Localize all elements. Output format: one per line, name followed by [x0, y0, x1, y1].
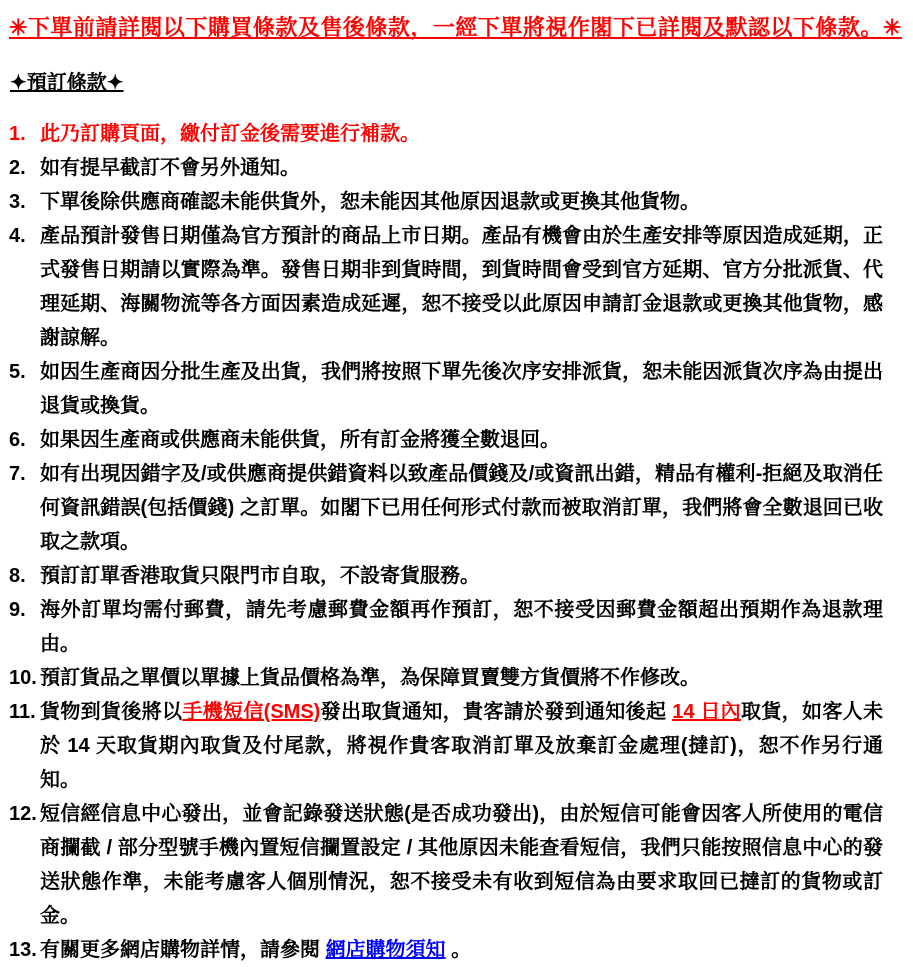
term-text	[40, 661, 883, 695]
highlighted-term: 手機短信(SMS)	[182, 701, 321, 723]
terms-list	[9, 117, 883, 967]
term-item-7	[9, 457, 883, 559]
term-text-segment: 預訂訂單香港取貨只限門市自取，不設寄貨服務。	[40, 565, 480, 587]
term-text	[40, 695, 883, 797]
term-text-segment: 短信經信息中心發出，並會記錄發送狀態(是否成功發出)，由於短信可能會因客人所使用的電信商攔截 / 部分型號手機內置短信攔置設定 / 其他原因未能查看短信，我們只能按照信息中心的發送狀態作準，未能考慮客人個別情況，恕不接受未有收到短信為由要求取回已撻訂的貨物或訂金。	[40, 803, 883, 927]
store-shopping-notice-link[interactable]: 網店購物須知	[325, 939, 446, 961]
term-text	[40, 151, 883, 185]
term-text-segment: 如因生產商因分批生產及出貨，我們將按照下單先後次序安排派貨，恕未能因派貨次序為由提出退貨或換貨。	[40, 361, 883, 417]
term-number: 13.	[9, 939, 37, 961]
term-item-9	[9, 593, 883, 661]
term-text-segment: 此乃訂購頁面，繳付訂金後需要進行補款。	[40, 123, 420, 145]
term-number: 3.	[9, 191, 26, 213]
term-text	[40, 117, 883, 151]
section-title-preorder-terms: ✦預訂條款✦	[10, 72, 124, 94]
term-number: 12.	[9, 803, 37, 825]
term-text	[40, 355, 883, 423]
term-text-segment: 如果因生產商或供應商未能供貨，所有訂金將獲全數退回。	[40, 429, 560, 451]
term-number: 7.	[9, 463, 26, 485]
term-text	[40, 457, 883, 559]
term-item-5	[9, 355, 883, 423]
term-item-13	[9, 933, 883, 967]
term-item-1	[9, 117, 883, 151]
term-item-8	[9, 559, 883, 593]
term-number: 8.	[9, 565, 26, 587]
term-number: 5.	[9, 361, 26, 383]
term-text	[40, 423, 883, 457]
term-text-segment: 產品預計發售日期僅為官方預計的商品上市日期。產品有機會由於生產安排等原因造成延期，正式發售日期請以實際為準。發售日期非到貨時間，到貨時間會受到官方延期、官方分批派貨、代理延期、海關物流等各方面因素造成延遲，恕不接受以此原因申請訂金退款或更換其他貨物，感謝諒解。	[40, 225, 883, 349]
term-item-12	[9, 797, 883, 933]
term-item-10	[9, 661, 883, 695]
term-text-segment: 取貨，如客人未於 14 天取貨期內取貨及付尾款，將視作貴客取消訂單及放棄訂金處理(撻訂)，恕不作另行通知。	[40, 701, 884, 791]
term-text	[40, 933, 883, 967]
notice-header: ✳下單前請詳閱以下購買條款及售後條款，一經下單將視作閣下已詳閱及默認以下條款。✳	[9, 15, 902, 40]
term-number: 9.	[9, 599, 26, 621]
term-text-segment: 如有出現因錯字及/或供應商提供錯資料以致產品價錢及/或資訊出錯，精品有權利-拒絕及取消任何資訊錯誤(包括價錢) 之訂單。如閣下已用任何形式付款而被取消訂單，我們將會全數退回已收取之款項。	[40, 463, 883, 553]
term-item-6	[9, 423, 883, 457]
term-text-segment: 發出取貨通知，貴客請於發到通知後起	[320, 701, 673, 723]
term-text-segment: 如有提早截訂不會另外通知。	[40, 157, 300, 179]
term-number: 11.	[9, 701, 36, 723]
highlighted-term: 14 日內	[672, 701, 742, 723]
term-item-11	[9, 695, 883, 797]
term-text-segment: 貨物到貨後將以	[40, 701, 183, 723]
term-number: 1.	[9, 123, 26, 145]
term-item-4	[9, 219, 883, 355]
term-text	[40, 593, 883, 661]
term-text-segment: 下單後除供應商確認未能供貨外，恕未能因其他原因退款或更換其他貨物。	[40, 191, 700, 213]
term-text-segment: 預訂貨品之單價以單據上貨品價格為準，為保障買賣雙方貨價將不作修改。	[40, 667, 700, 689]
term-text	[40, 185, 883, 219]
term-item-3	[9, 185, 883, 219]
term-number: 2.	[9, 157, 26, 179]
term-number: 6.	[9, 429, 26, 451]
term-item-2	[9, 151, 883, 185]
term-text-segment: 海外訂單均需付郵費，請先考慮郵費金額再作預訂，恕不接受因郵費金額超出預期作為退款理由。	[40, 599, 883, 655]
term-number: 10.	[9, 667, 37, 689]
term-text-segment: 有關更多網店購物詳情，請參閱	[40, 939, 326, 961]
term-number: 4.	[9, 225, 26, 247]
term-text	[40, 559, 883, 593]
term-text	[40, 797, 883, 933]
term-text-segment: 。	[445, 939, 472, 961]
term-text	[40, 219, 883, 355]
